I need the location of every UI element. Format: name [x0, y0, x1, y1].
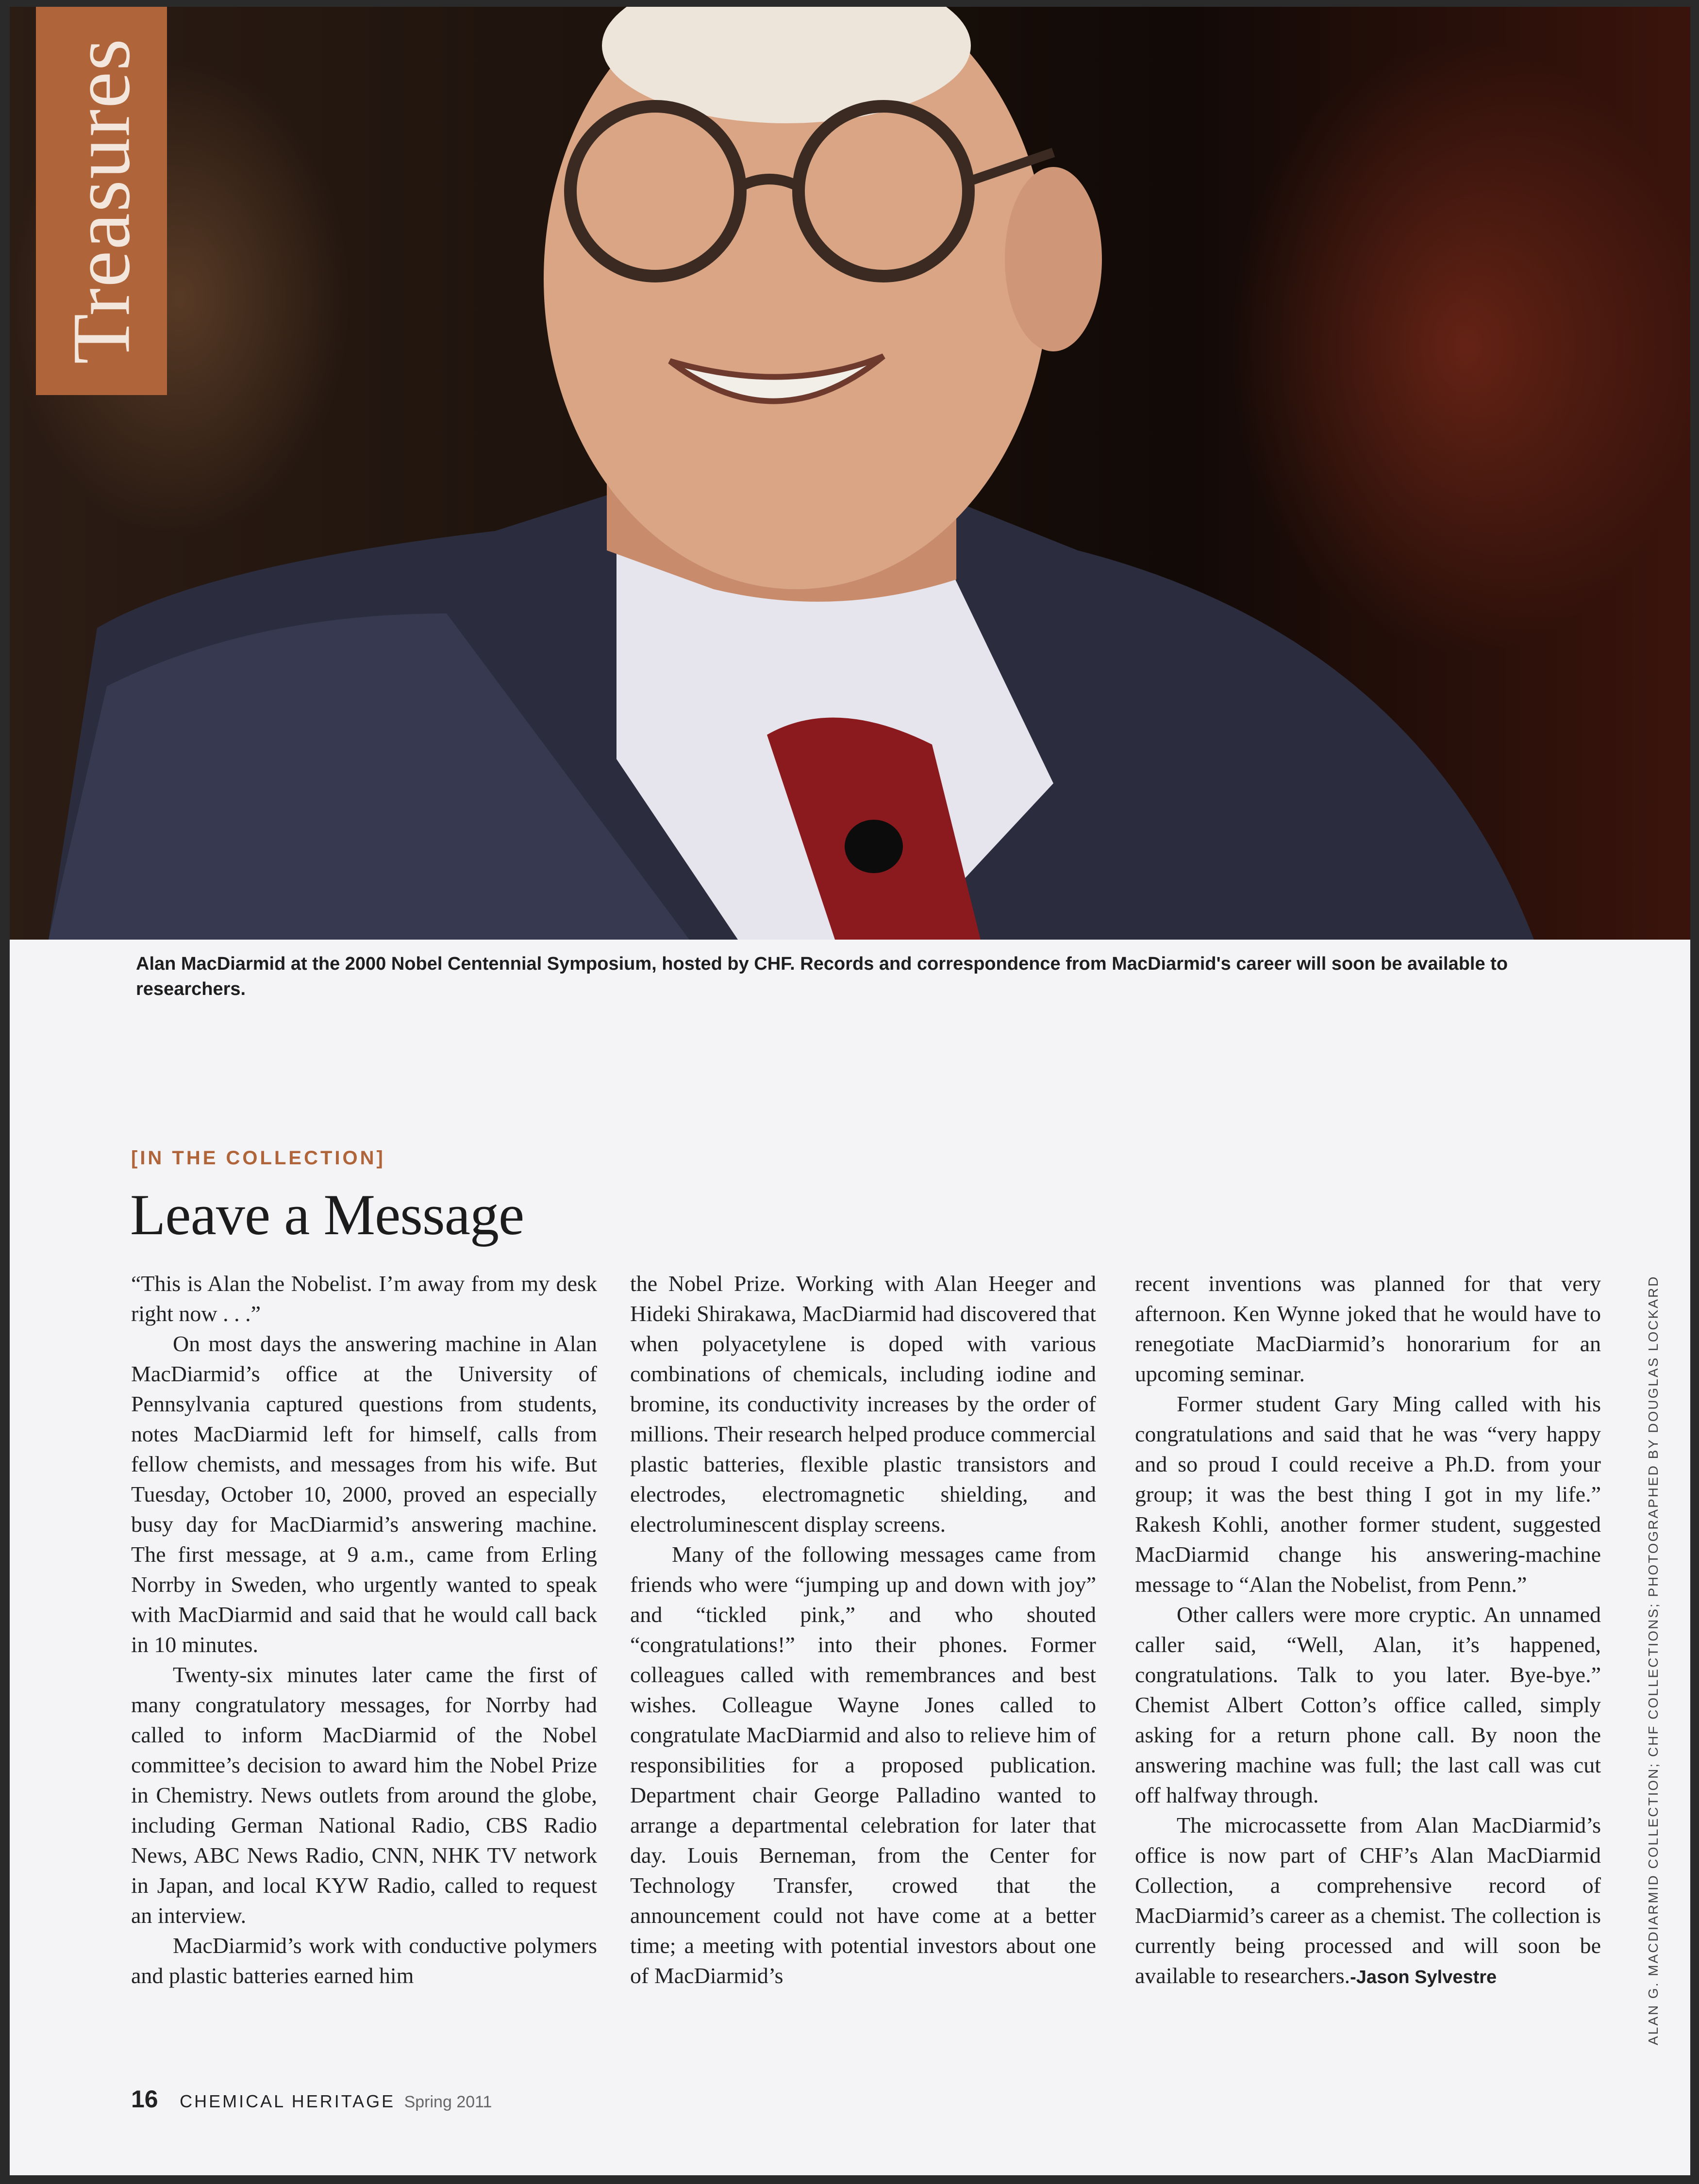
photo-credit: ALAN G. MACDIARMID COLLECTION; CHF COLLECTIONS; PHOTOGRAPHED BY DOUGLAS LOCKARD — [1646, 1275, 1661, 2045]
portrait-illustration — [10, 7, 1690, 940]
photo-caption: Alan MacDiarmid at the 2000 Nobel Centennial Symposium, hosted by CHF. Records and correspondence from MacDiarmid's career will soon be available to researchers. — [136, 954, 1508, 999]
author-byline: -Jason Sylvestre — [1350, 1967, 1497, 1987]
page-number: 16 — [131, 2085, 158, 2113]
paragraph-text: The microcassette from Alan MacDiarmid’s office is now part of CHF’s Alan MacDiarmid Collection, a comprehensive record of MacDiarmid’s career as a chemist. The collection is currently being processed and will soon be available to researchers. — [1135, 1813, 1601, 1988]
article-title: Leave a Message — [130, 1182, 524, 1247]
paragraph-last — [1135, 1810, 1601, 1992]
paragraph: On most days the answering machine in Alan MacDiarmid’s office at the University of Pennsylvania captured questions from students, notes MacDiarmid left for himself, calls from fellow chemists, and messages from his wife. But Tuesday, October 10, 2000, proved an especially busy day for MacDiarmid’s answering machine. The first message, at 9 a.m., came from Erling Norrby in Sweden, who urgently wanted to speak with MacDiarmid and said that he would call back in 10 minutes. — [131, 1331, 597, 1657]
paragraph: recent inventions was planned for that very afternoon. Ken Wynne joked that he would have to renegotiate MacDiarmid’s honorarium for an upcoming seminar. — [1135, 1271, 1601, 1386]
article-column-2 — [630, 1269, 1096, 1991]
paragraph: the Nobel Prize. Working with Alan Heeger and Hideki Shirakawa, MacDiarmid had discovered that when polyacetylene is doped with various combinations of chemicals, including iodine and bromine, its conductivity increases by the order of millions. Their research helped produce commercial plastic batteries, flexible plastic transistors and electrodes, electromagnetic shielding, and electroluminescent display screens. — [630, 1271, 1096, 1537]
paragraph: MacDiarmid’s work with conductive polymers and plastic batteries earned him — [131, 1933, 597, 1988]
section-tab — [36, 7, 167, 395]
paragraph: Twenty-six minutes later came the first of many congratulatory messages, for Norrby had called to inform MacDiarmid of the Nobel committee’s decision to award him the Nobel Prize in Chemistry. News outlets from around the globe, including German National Radio, CBS Radio News, ABC News Radio, CNN, NHK TV network in Japan, and local KYW Radio, called to request an interview. — [131, 1662, 597, 1928]
article-column-3 — [1135, 1269, 1601, 1992]
article-kicker: [IN THE COLLECTION] — [131, 1147, 385, 1169]
paragraph: Other callers were more cryptic. An unnamed caller said, “Well, Alan, it’s happened, congratulations. Talk to you later. Bye-bye.” Chemist Albert Cotton’s office called, simply asking for a return phone call. By noon the answering machine was full; the last call was cut off halfway through. — [1135, 1602, 1601, 1807]
paragraph: Many of the following messages came from friends who were “jumping up and down with joy” and “tickled pink,” and who shouted “congratulations!” into their phones. Former colleagues called with remembrances and best wishes. Colleague Wayne Jones called to congratulate MacDiarmid and also to relieve him of responsibilities for a proposed publication. Department chair George Palladino wanted to arrange a departmental celebration for later that day. Louis Berneman, from the Center for Technology Transfer, crowed that the announcement could not have come at a better time; a meeting with potential investors about one of MacDiarmid’s — [630, 1542, 1096, 1988]
magazine-page — [10, 7, 1690, 2175]
page-footer — [131, 2085, 492, 2113]
paragraph: Former student Gary Ming called with his congratulations and said that he was “very happy and so proud I could receive a Ph.D. from your group; it was the best thing I got in my life.” Rakesh Kohli, another former student, suggested MacDiarmid change his answering-machine message to “Alan the Nobelist, from Penn.” — [1135, 1391, 1601, 1597]
section-tab-label: Treasures — [55, 37, 147, 364]
publication-name: CHEMICAL HERITAGE — [180, 2091, 396, 2111]
portrait-photo — [10, 7, 1690, 940]
issue-date: Spring 2011 — [404, 2093, 492, 2111]
paragraph: “This is Alan the Nobelist. I’m away from my desk right now . . .” — [131, 1271, 597, 1326]
article-column-1 — [131, 1269, 597, 1991]
